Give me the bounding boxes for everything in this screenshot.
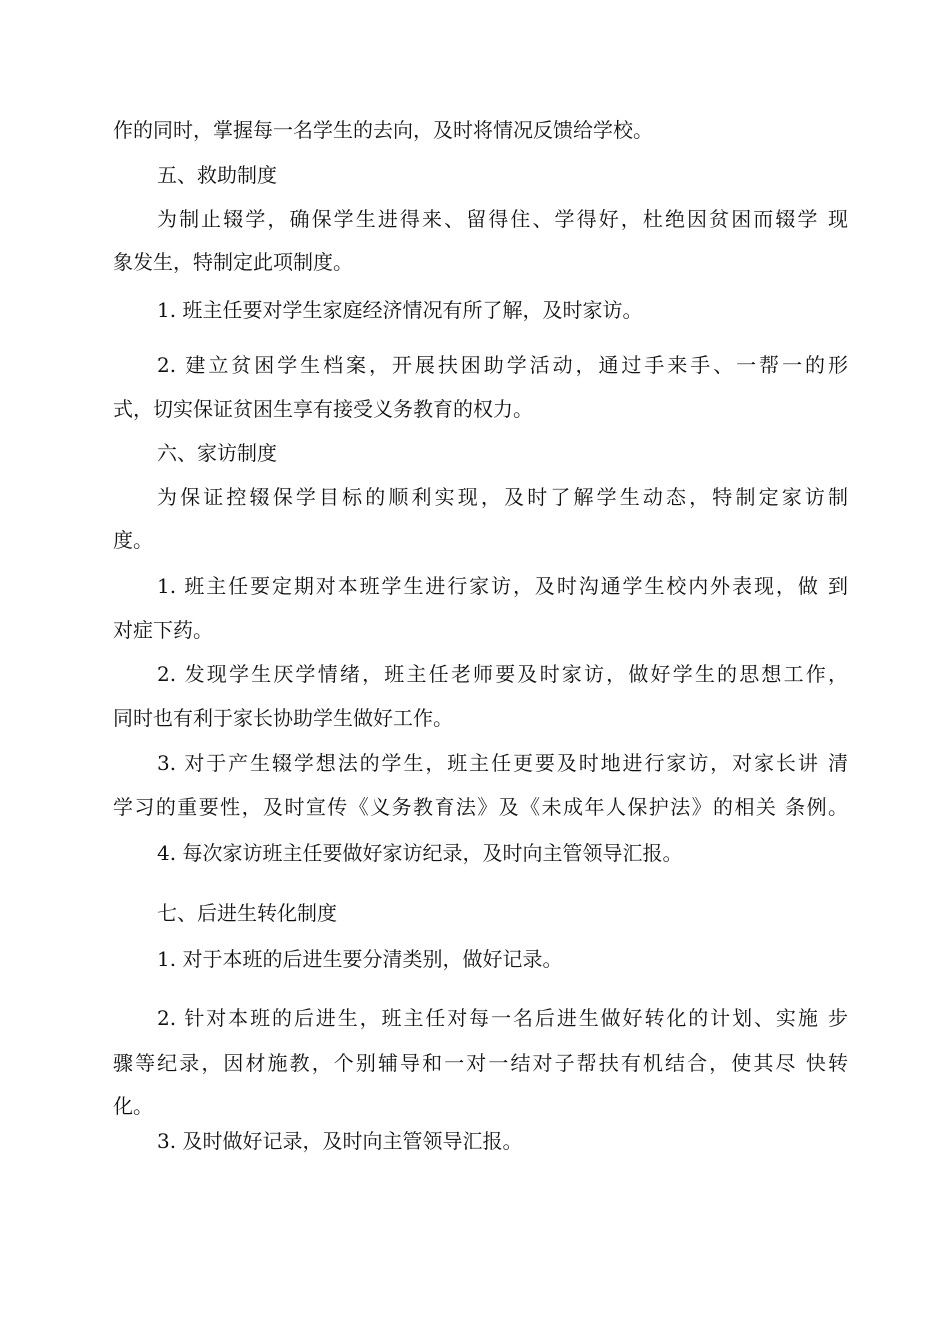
list-item: 2. 针对本班的后进生，班主任对每一名后进生做好转化的计划、实施 步 bbox=[157, 1006, 848, 1030]
list-item: 1. 班主任要定期对本班学生进行家访，及时沟通学生校内外表现，做 到 bbox=[157, 574, 848, 598]
paragraph-line: 为制止辍学，确保学生进得来、留得住、学得好，杜绝因贫困而辍学 现 bbox=[157, 207, 848, 231]
list-item: 1. 班主任要对学生家庭经济情况有所了解，及时家访。 bbox=[157, 298, 643, 322]
section-heading: 七、后进生转化制度 bbox=[157, 901, 337, 925]
paragraph-line: 作的同时，掌握每一名学生的去向，及时将情况反馈给学校。 bbox=[113, 118, 653, 142]
list-item: 3. 对于产生辍学想法的学生，班主任更要及时地进行家访，对家长讲 清 bbox=[157, 751, 848, 775]
list-item: 2. 建立贫困学生档案，开展扶困助学活动，通过手来手、一帮一的形 bbox=[157, 353, 848, 377]
paragraph-line: 度。 bbox=[113, 528, 153, 552]
paragraph-line: 学习的重要性，及时宣传《义务教育法》及《未成年人保护法》的相关 条例。 bbox=[113, 795, 848, 819]
list-item: 3. 及时做好记录，及时向主管领导汇报。 bbox=[157, 1129, 523, 1153]
paragraph-line: 同时也有利于家长协助学生做好工作。 bbox=[113, 706, 453, 730]
list-item: 1. 对于本班的后进生要分清类别，做好记录。 bbox=[157, 947, 563, 971]
paragraph-line: 为保证控辍保学目标的顺利实现，及时了解学生动态，特制定家访制 bbox=[157, 485, 848, 509]
paragraph-line: 式，切实保证贫困生享有接受义务教育的权力。 bbox=[113, 397, 533, 421]
paragraph-line: 化。 bbox=[113, 1094, 153, 1118]
paragraph-line: 骤等纪录，因材施教，个别辅导和一对一结对子帮扶有机结合，使其尽 快转 bbox=[113, 1051, 848, 1075]
list-item: 2. 发现学生厌学情绪，班主任老师要及时家访，做好学生的思想工作， bbox=[157, 662, 848, 686]
paragraph-line: 象发生，特制定此项制度。 bbox=[113, 250, 353, 274]
section-heading: 六、家访制度 bbox=[157, 441, 277, 465]
paragraph-line: 对症下药。 bbox=[113, 618, 213, 642]
section-heading: 五、救助制度 bbox=[157, 163, 277, 187]
list-item: 4. 每次家访班主任要做好家访纪录，及时向主管领导汇报。 bbox=[157, 841, 683, 865]
